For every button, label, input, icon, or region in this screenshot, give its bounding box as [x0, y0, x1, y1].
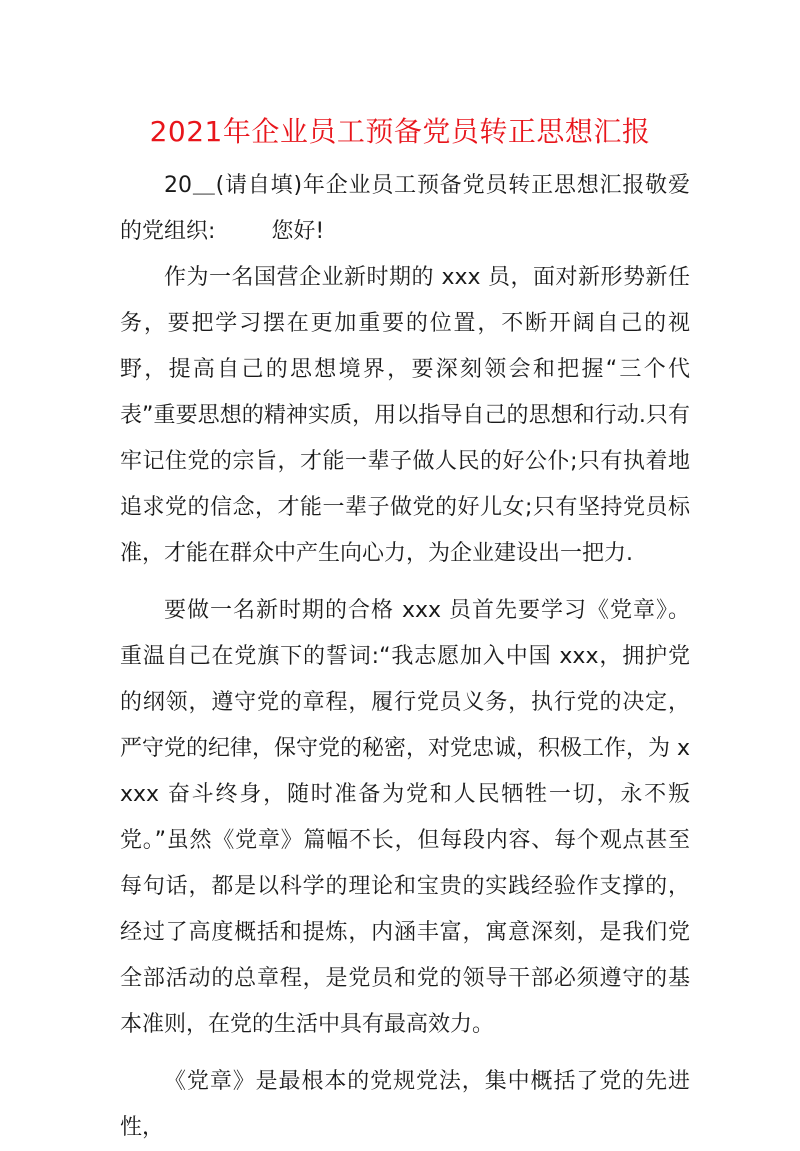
- body-paragraph-2: 要做一名新时期的合格 xxx 员首先要学习《党章》。重温自己在党旗下的誓词:“我志愿加入中国 xxx，拥护党的纲领，遵守党的章程，履行党员义务，执行党的决定，严守党的纪律，保守党的秘密，对党忠诚，积极工作，为 xxxx 奋斗终身，随时准备为党和人民牺牲一切，永不叛党。”虽然《党章》篇幅不长，但每段内容、每个观点甚至每句话，都是以科学的理论和宝贵的实践经验作支撑的，经过了高度概括和提炼，内涵丰富，寓意深刻，是我们党全部活动的总章程，是党员和党的领导干部必须遵守的基本准则，在党的生活中具有最高效力。: [120, 598, 691, 1037]
- intro-line: 20＿(请自填)年企业员工预备党员转正思想汇报敬爱的党组织:: [120, 173, 690, 244]
- body-paragraph-1: 作为一名国营企业新时期的 xxx 员，面对新形势新任务，要把学习摆在更加重要的位置，不断开阔自己的视野，提高自己的思想境界，要深刻领会和把握“三个代表”重要思想的精神实质，用以指导自己的思想和行动.只有牢记住党的宗旨，才能一辈子做人民的好公仆;只有执着地追求党的信念，才能一辈子做党的好儿女;只有坚持党员标准，才能在群众中产生向心力，为企业建设出一把力.: [120, 265, 690, 566]
- document-body: [120, 163, 690, 1151]
- intro-paragraph: [120, 163, 690, 255]
- greeting-text: 您好!: [271, 219, 325, 244]
- body-paragraph-3: 《党章》是最根本的党规党法，集中概括了党的先进性，: [120, 1069, 690, 1140]
- document-title: 2021年企业员工预备党员转正思想汇报: [149, 115, 651, 148]
